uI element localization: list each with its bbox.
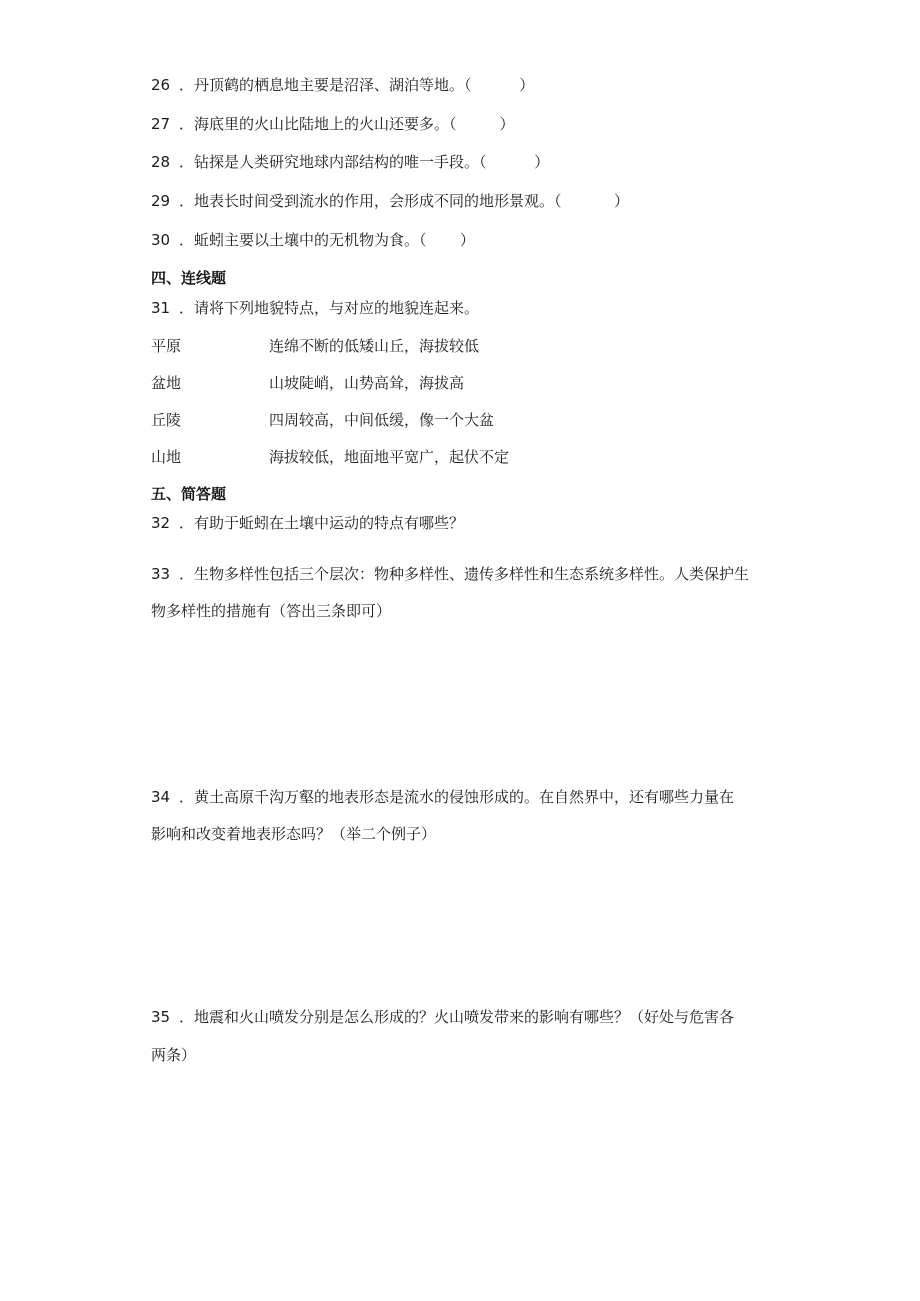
question-number: 27 [151,115,171,133]
question-34 [151,787,734,807]
question-32 [151,513,464,533]
feature-bowl[interactable]: 四周较高，中间低缓，像一个大盆 [269,411,495,429]
question-text: ．蚯蚓主要以土壤中的无机物为食。（ [179,231,427,249]
feature-steep[interactable]: 山坡陡峭，山势高耸，海拔高 [269,374,465,392]
question-33-continued: 物多样性的措施有（答出三条即可） [151,602,392,620]
question-number: 30 [151,231,171,249]
question-number: 28 [151,153,171,171]
question-34-continued: 影响和改变着地表形态吗？（举二个例子） [151,825,437,843]
question-35 [151,1007,734,1027]
question-number: 29 [151,192,171,210]
question-number: 35 [151,1008,171,1026]
landform-mountain[interactable]: 山地 [151,448,182,466]
question-29 [151,191,629,211]
section-heading-matching: 四、连线题 [151,269,227,287]
question-text: ．请将下列地貌特点，与对应的地貌连起来。 [179,299,480,317]
answer-blank[interactable] [457,115,500,133]
question-text: ．黄土高原千沟万壑的地表形态是流水的侵蚀形成的。在自然界中，还有哪些力量在 [179,788,735,806]
close-paren: ） [519,76,535,94]
question-number: 32 [151,514,171,532]
feature-hills[interactable]: 连绵不断的低矮山丘，海拔较低 [269,337,480,355]
question-33 [151,564,749,584]
question-30 [151,230,475,250]
answer-blank[interactable] [562,192,614,210]
question-28 [151,152,549,172]
question-text: ．丹顶鹤的栖息地主要是沼泽、湖泊等地。（ [179,76,472,94]
question-text: ．地表长时间受到流水的作用，会形成不同的地形景观。（ [179,192,562,210]
question-27 [151,114,514,134]
question-text: ．海底里的火山比陆地上的火山还要多。（ [179,115,457,133]
section-heading-short-answer: 五、简答题 [151,485,227,503]
close-paren: ） [534,153,550,171]
question-text: ．有助于蚯蚓在土壤中运动的特点有哪些？ [179,514,465,532]
feature-flat[interactable]: 海拔较低，地面地平宽广，起伏不定 [269,448,510,466]
question-text: ．生物多样性包括三个层次：物种多样性、遗传多样性和生态系统多样性。人类保护生 [179,565,750,583]
answer-blank[interactable] [487,153,535,171]
question-number: 31 [151,299,171,317]
close-paren: ） [459,231,475,249]
landform-basin[interactable]: 盆地 [151,374,182,392]
landform-hill[interactable]: 丘陵 [151,411,182,429]
answer-blank[interactable] [427,231,460,249]
question-text: ．钻探是人类研究地球内部结构的唯一手段。（ [179,153,487,171]
question-number: 33 [151,565,171,583]
close-paren: ） [499,115,515,133]
question-35-continued: 两条） [151,1046,197,1064]
question-number: 26 [151,76,171,94]
question-text: ．地震和火山喷发分别是怎么形成的？火山喷发带来的影响有哪些？（好处与危害各 [179,1008,735,1026]
question-26 [151,75,534,95]
close-paren: ） [613,192,629,210]
landform-plain[interactable]: 平原 [151,337,182,355]
answer-blank[interactable] [472,76,520,94]
question-31 [151,298,479,318]
question-number: 34 [151,788,171,806]
